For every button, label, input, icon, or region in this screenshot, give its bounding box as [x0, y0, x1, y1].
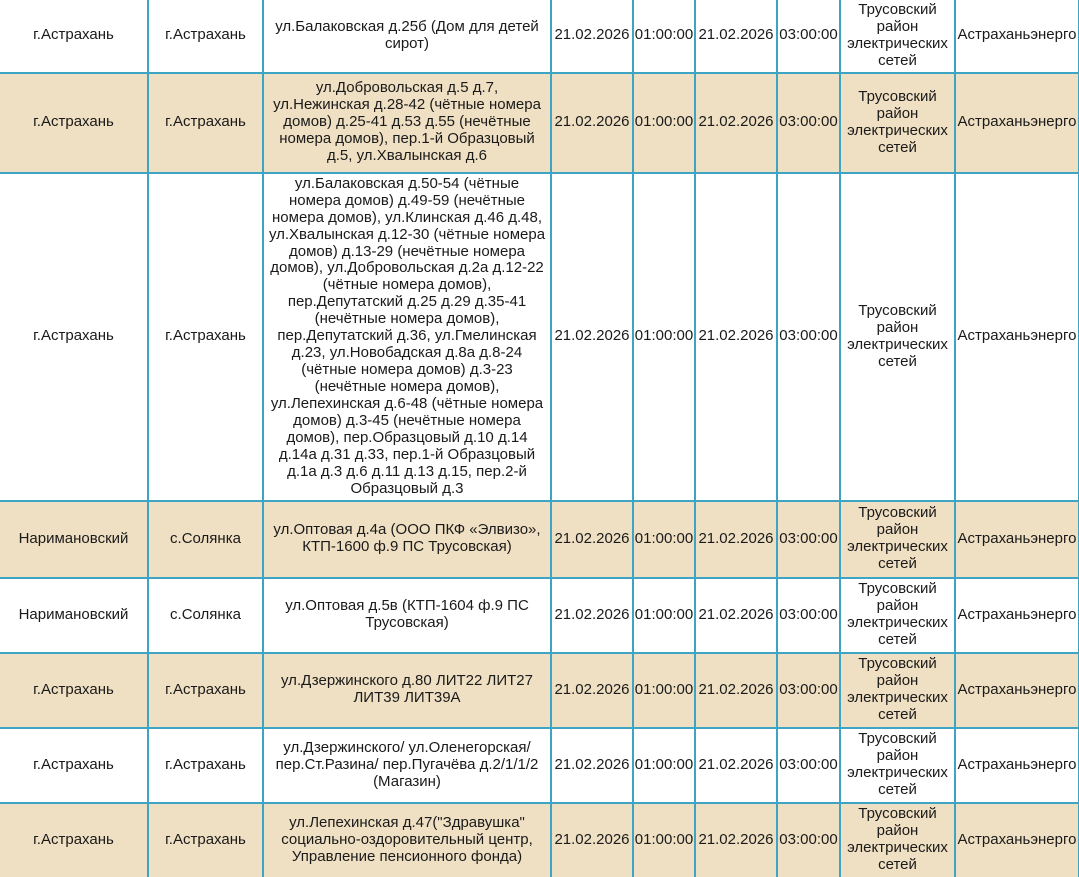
- cell-company: Астраханьэнерго: [955, 0, 1079, 73]
- cell-locality: г.Астрахань: [148, 0, 263, 73]
- cell-end-date: 21.02.2026: [695, 728, 777, 803]
- cell-start-time: 01:00:00: [633, 501, 695, 578]
- cell-address: ул.Дзержинского/ ул.Оленегорская/ пер.Ст.Разина/ пер.Пугачёва д.2/1/1/2 (Магазин): [263, 728, 551, 803]
- cell-start-time: 01:00:00: [633, 803, 695, 877]
- cell-start-time: 01:00:00: [633, 728, 695, 803]
- cell-locality: г.Астрахань: [148, 803, 263, 877]
- cell-company: Астраханьэнерго: [955, 728, 1079, 803]
- cell-start-date: 21.02.2026: [551, 728, 633, 803]
- table-row: [0, 728, 1079, 803]
- cell-address: ул.Дзержинского д.80 ЛИТ22 ЛИТ27 ЛИТ39 ЛИТ39А: [263, 653, 551, 728]
- cell-start-date: 21.02.2026: [551, 0, 633, 73]
- cell-company: Астраханьэнерго: [955, 501, 1079, 578]
- table-row: [0, 73, 1079, 173]
- cell-network-org: Трусовский район электрических сетей: [840, 0, 955, 73]
- cell-end-time: 03:00:00: [777, 73, 840, 173]
- table-row: [0, 0, 1079, 73]
- cell-district: г.Астрахань: [0, 173, 148, 501]
- cell-network-org: Трусовский район электрических сетей: [840, 728, 955, 803]
- cell-address: ул.Оптовая д.5в (КТП-1604 ф.9 ПС Трусовская): [263, 578, 551, 653]
- cell-locality: г.Астрахань: [148, 73, 263, 173]
- cell-address: ул.Лепехинская д.47("Здравушка" социально-оздоровительный центр, Управление пенсионного фонда): [263, 803, 551, 877]
- cell-network-org: Трусовский район электрических сетей: [840, 578, 955, 653]
- cell-end-time: 03:00:00: [777, 653, 840, 728]
- cell-locality: с.Солянка: [148, 578, 263, 653]
- cell-end-time: 03:00:00: [777, 803, 840, 877]
- cell-network-org: Трусовский район электрических сетей: [840, 501, 955, 578]
- cell-end-time: 03:00:00: [777, 578, 840, 653]
- cell-district: г.Астрахань: [0, 73, 148, 173]
- cell-end-time: 03:00:00: [777, 173, 840, 501]
- cell-network-org: Трусовский район электрических сетей: [840, 803, 955, 877]
- table-row: [0, 578, 1079, 653]
- cell-network-org: Трусовский район электрических сетей: [840, 73, 955, 173]
- cell-end-date: 21.02.2026: [695, 501, 777, 578]
- cell-locality: г.Астрахань: [148, 653, 263, 728]
- cell-end-date: 21.02.2026: [695, 803, 777, 877]
- cell-network-org: Трусовский район электрических сетей: [840, 653, 955, 728]
- cell-start-time: 01:00:00: [633, 0, 695, 73]
- cell-start-date: 21.02.2026: [551, 173, 633, 501]
- cell-start-date: 21.02.2026: [551, 73, 633, 173]
- cell-end-date: 21.02.2026: [695, 173, 777, 501]
- table-row: [0, 803, 1079, 877]
- cell-district: г.Астрахань: [0, 653, 148, 728]
- cell-company: Астраханьэнерго: [955, 653, 1079, 728]
- cell-address: ул.Добровольская д.5 д.7, ул.Нежинская д.28-42 (чётные номера домов) д.25-41 д.53 д.55 (нечётные номера домов), пер.1-й Образцовый д.5, ул.Хвалынская д.6: [263, 73, 551, 173]
- table-row: [0, 501, 1079, 578]
- cell-end-date: 21.02.2026: [695, 653, 777, 728]
- table-row: [0, 653, 1079, 728]
- cell-start-time: 01:00:00: [633, 173, 695, 501]
- cell-locality: г.Астрахань: [148, 173, 263, 501]
- cell-district: Наримановский: [0, 501, 148, 578]
- cell-start-time: 01:00:00: [633, 578, 695, 653]
- cell-start-date: 21.02.2026: [551, 578, 633, 653]
- cell-start-date: 21.02.2026: [551, 653, 633, 728]
- cell-address: ул.Балаковская д.25б (Дом для детей сирот): [263, 0, 551, 73]
- cell-address: ул.Балаковская д.50-54 (чётные номера домов) д.49-59 (нечётные номера домов), ул.Клинская д.46 д.48, ул.Хвалынская д.12-30 (чётные номера домов) д.13-29 (нечётные номера домов), ул.Добровольская д.2а д.12-22 (чётные номера домов), пер.Депутатский д.25 д.29 д.35-41 (нечётные номера домов), пер.Депутатский д.36, ул.Гмелинская д.23, ул.Новобадская д.8а д.8-24 (чётные номера домов) д.3-23 (нечётные номера домов), ул.Лепехинская д.6-48 (чётные номера домов) д.3-45 (нечётные номера домов), пер.Образцовый д.10 д.14 д.14а д.31 д.33, пер.1-й Образцовый д.1а д.3 д.6 д.11 д.13 д.15, пер.2-й Образцовый д.3: [263, 173, 551, 501]
- cell-company: Астраханьэнерго: [955, 803, 1079, 877]
- cell-locality: с.Солянка: [148, 501, 263, 578]
- cell-start-date: 21.02.2026: [551, 501, 633, 578]
- cell-company: Астраханьэнерго: [955, 73, 1079, 173]
- cell-end-date: 21.02.2026: [695, 73, 777, 173]
- table-row: [0, 173, 1079, 501]
- cell-start-time: 01:00:00: [633, 653, 695, 728]
- cell-network-org: Трусовский район электрических сетей: [840, 173, 955, 501]
- cell-address: ул.Оптовая д.4а (ООО ПКФ «Элвизо», КТП-1600 ф.9 ПС Трусовская): [263, 501, 551, 578]
- cell-end-time: 03:00:00: [777, 0, 840, 73]
- cell-start-time: 01:00:00: [633, 73, 695, 173]
- cell-company: Астраханьэнерго: [955, 578, 1079, 653]
- cell-end-time: 03:00:00: [777, 728, 840, 803]
- cell-district: г.Астрахань: [0, 0, 148, 73]
- cell-district: г.Астрахань: [0, 803, 148, 877]
- cell-company: Астраханьэнерго: [955, 173, 1079, 501]
- cell-end-time: 03:00:00: [777, 501, 840, 578]
- cell-district: Наримановский: [0, 578, 148, 653]
- cell-end-date: 21.02.2026: [695, 0, 777, 73]
- cell-locality: г.Астрахань: [148, 728, 263, 803]
- cell-end-date: 21.02.2026: [695, 578, 777, 653]
- cell-start-date: 21.02.2026: [551, 803, 633, 877]
- cell-district: г.Астрахань: [0, 728, 148, 803]
